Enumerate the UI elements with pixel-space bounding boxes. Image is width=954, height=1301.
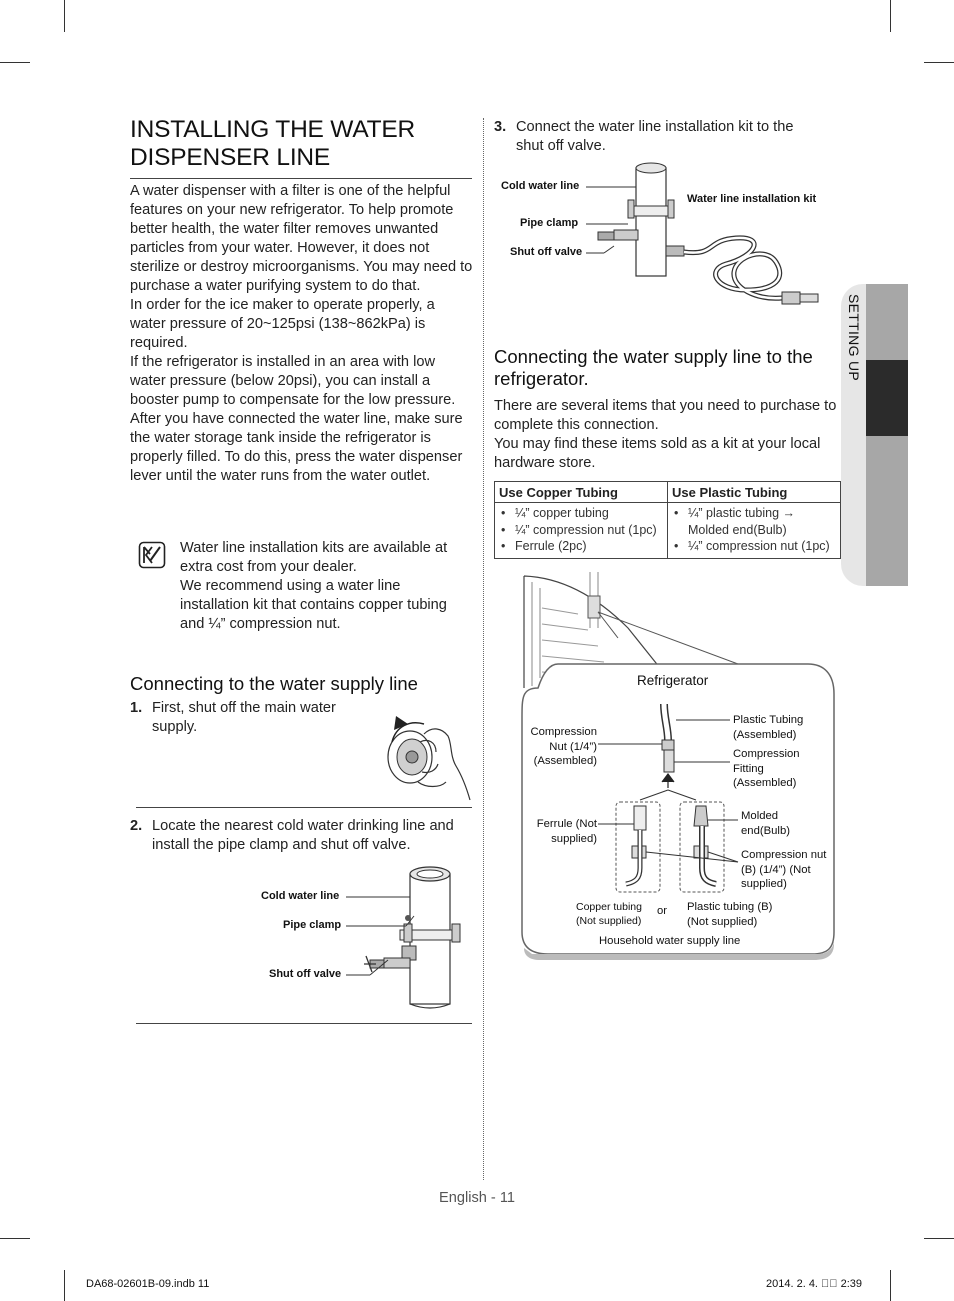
- intro-paragraph: In order for the ice maker to operate properly, a water pressure of 20~125psi (138~862kPa) is required.: [130, 297, 435, 351]
- crop-mark: [0, 1238, 30, 1239]
- section-heading-refrigerator: Connecting the water supply line to the refrigerator.: [494, 346, 813, 389]
- table-header: Use Plastic Tubing: [668, 482, 841, 503]
- slug-date: 2014. 2. 4. ￿￿ 2:39: [766, 1278, 863, 1290]
- intro-paragraph: A water dispenser with a filter is one of the helpful features on your new refrigerator. To help promote better health, the water filter removes unwanted particles from your water. However, it does not sterilize or destroy microorganisms. You may need to purchase a water purifying system to do that.: [130, 183, 473, 294]
- crop-mark: [64, 1270, 65, 1301]
- step-number: 1.: [130, 700, 143, 716]
- note-line: We recommend using a water line installation kit that contains copper tubing and ¼” compression nut.: [180, 578, 447, 632]
- side-tab-label: SETTING UP: [846, 294, 862, 382]
- list-item: • ¼” plastic tubing → Molded end(Bulb): [672, 505, 836, 538]
- note-icon: [138, 541, 166, 569]
- step-text: Locate the nearest cold water drinking line and install the pipe clamp and shut off valve.: [152, 818, 454, 853]
- shut-off-valve-illustration: [370, 712, 474, 804]
- label-refrigerator: Refrigerator: [637, 673, 709, 688]
- crop-mark: [0, 62, 30, 63]
- table-header: Use Copper Tubing: [495, 482, 668, 503]
- label-shut-off-valve: Shut off valve: [510, 246, 583, 258]
- list-item: • ¼” copper tubing: [499, 505, 663, 522]
- label-pipe-clamp: Pipe clamp: [520, 217, 579, 229]
- label-ferrule: Ferrule (Not supplied): [536, 818, 597, 845]
- divider: [136, 1023, 472, 1024]
- crop-mark: [924, 62, 954, 63]
- divider: [136, 807, 472, 808]
- label-compression-nut-b: Compression nut (B) (1/4”) (Not supplied): [741, 849, 827, 890]
- step-number: 3.: [494, 119, 507, 135]
- leader-lines: [340, 880, 420, 990]
- leader-lines: [584, 180, 644, 260]
- intro-paragraph: After you have connected the water line, make sure the water storage tank inside the refrigerator is properly filled. To do this, press the water dispenser lever until the water runs from the water outlet.: [130, 411, 463, 484]
- label-compression-fitting: Compression Fitting (Assembled): [733, 748, 800, 789]
- label-molded-end: Molded end(Bulb): [741, 810, 790, 837]
- section-heading-supply-line: Connecting to the water supply line: [130, 673, 418, 694]
- note-text: [180, 539, 472, 634]
- step-text: First, shut off the main water supply.: [152, 700, 336, 735]
- table-cell: [495, 503, 668, 559]
- crop-mark: [924, 1238, 954, 1239]
- intro-paragraph: If the refrigerator is installed in an area with low water pressure (below 20psi), you can install a booster pump to compensate for the low pressure.: [130, 354, 456, 408]
- crop-mark: [890, 0, 891, 32]
- label-installation-kit: Water line installation kit: [687, 193, 817, 205]
- body-paragraph: You may find these items sold as a kit at your local hardware store.: [494, 436, 821, 471]
- label-plastic-tubing: Plastic Tubing (Assembled): [733, 714, 804, 741]
- intro-text: [130, 182, 474, 486]
- label-or: or: [657, 905, 668, 917]
- list-item: • ¼” compression nut (1pc): [672, 538, 836, 555]
- column-divider: [483, 118, 484, 1180]
- label-cold-water-line: Cold water line: [501, 180, 580, 192]
- page-title: INSTALLING THE WATER DISPENSER LINE: [130, 116, 472, 179]
- label-cold-water-line: Cold water line: [261, 890, 340, 902]
- step-text: Connect the water line installation kit to the shut off valve.: [516, 119, 794, 154]
- note-line: Water line installation kits are available at extra cost from your dealer.: [180, 540, 448, 575]
- label-plastic-tubing-b: Plastic tubing (B) (Not supplied): [687, 901, 773, 928]
- side-tab-marker: [866, 360, 908, 436]
- list-item: • Ferrule (2pc): [499, 538, 663, 555]
- label-household-supply: Household water supply line: [599, 935, 741, 947]
- label-copper-tubing: Copper tubing (Not supplied): [576, 901, 642, 927]
- slug-file: DA68-02601B-09.indb 11: [86, 1278, 210, 1290]
- table-cell: [668, 503, 841, 559]
- label-shut-off-valve: Shut off valve: [269, 968, 342, 980]
- table-row: [495, 503, 841, 559]
- label-compression-nut: Compression Nut (1/4”) (Assembled): [530, 726, 597, 767]
- section-body: [494, 397, 839, 473]
- step-number: 2.: [130, 818, 143, 834]
- page-footer: English - 11: [439, 1190, 515, 1206]
- crop-mark: [64, 0, 65, 32]
- list-item: • ¼” compression nut (1pc): [499, 522, 663, 539]
- crop-mark: [890, 1270, 891, 1301]
- tubing-table: [494, 481, 841, 559]
- table-header-row: [495, 482, 841, 503]
- label-pipe-clamp: Pipe clamp: [283, 919, 342, 931]
- body-paragraph: There are several items that you need to purchase to complete this connection.: [494, 398, 837, 433]
